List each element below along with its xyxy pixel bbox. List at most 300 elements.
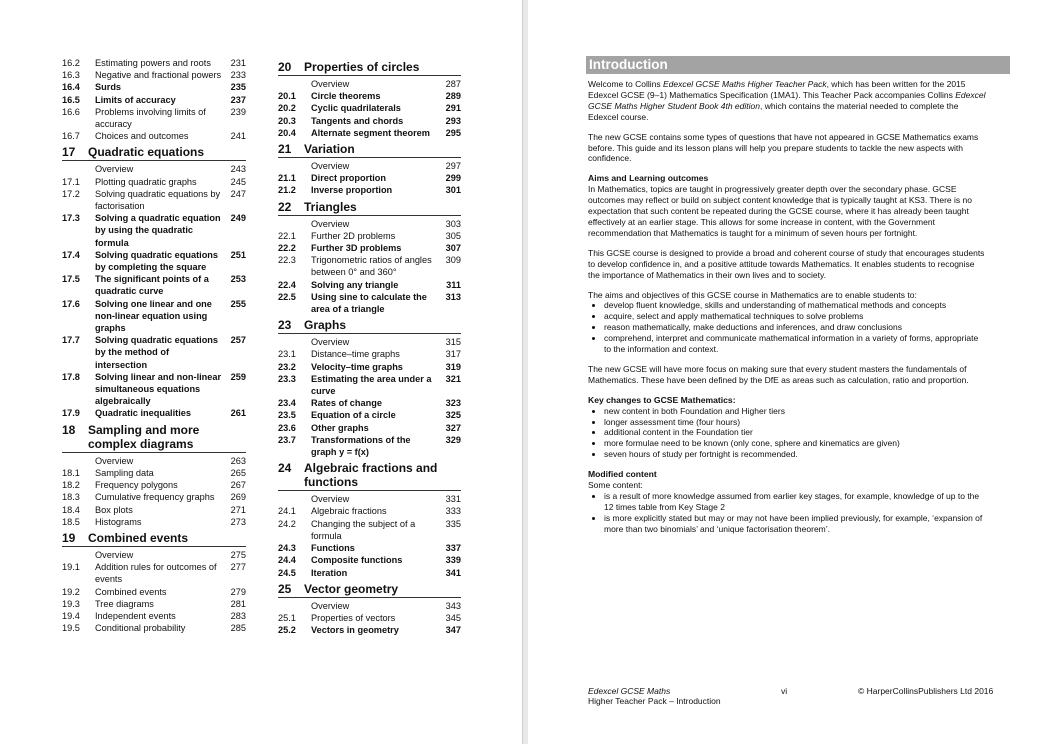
toc-entry	[62, 163, 246, 175]
entry-number: 18.5	[62, 516, 80, 527]
entry-title: Solving quadratic equations by factorisation	[95, 188, 221, 212]
entry-title: Solving one linear and one non-linear equation using graphs	[95, 298, 212, 334]
entry-number: 23.1	[278, 349, 296, 360]
toc-entry	[62, 69, 246, 81]
toc-entry	[62, 586, 246, 598]
section-number: 25	[278, 581, 292, 596]
entry-number: 17.1	[62, 176, 80, 187]
intro-paragraph-3: In Mathematics, topics are taught in progressively greater depth over the secondary phase. GCSE outcomes may reflect or build on subject content knowledge that is typically taught at KS3. There is no expectation that such content be repeated during the GCSE course, where it has already been taught effectively at an earlier stage. This allows for some increase in content, with the Government recommendation that Mathematics is taught for a minimum of seven hours per fortnight.	[588, 184, 972, 238]
entry-page: 265	[230, 467, 246, 478]
entry-number: 19.4	[62, 610, 80, 621]
toc-entry	[62, 57, 246, 69]
key-changes-list	[588, 406, 986, 461]
toc-entry	[62, 467, 246, 479]
entry-page: 241	[230, 131, 246, 142]
toc-entry	[278, 361, 461, 373]
entry-title: Overview	[311, 494, 350, 505]
entry-page: 313	[445, 291, 461, 302]
entry-page: 261	[230, 408, 246, 419]
toc-entry	[278, 254, 461, 278]
toc-entry	[62, 504, 246, 516]
section-number: 20	[278, 60, 292, 74]
toc-entry	[62, 549, 246, 561]
introduction-page	[528, 0, 1046, 744]
entry-number: 20.3	[278, 115, 296, 126]
toc-entry	[278, 218, 461, 230]
toc-column-1	[62, 57, 246, 634]
entry-title: Solving a quadratic equation by using the quadratic formula	[95, 213, 221, 248]
toc-entry	[278, 554, 461, 566]
entry-page: 253	[230, 274, 246, 285]
list-item: • longer assessment time (four hours)	[604, 417, 986, 428]
entry-page: 319	[445, 361, 461, 372]
entry-title: Overview	[95, 549, 134, 560]
entry-title: The significant points of a quadratic curve	[95, 274, 209, 297]
entry-title: Frequency polygons	[95, 480, 178, 491]
entry-number: 24.5	[278, 567, 296, 578]
entry-page: 347	[445, 625, 461, 636]
entry-page: 275	[230, 549, 246, 560]
entry-page: 263	[230, 455, 246, 466]
entry-number: 24.1	[278, 506, 296, 517]
intro-paragraph-5: The aims and objectives of this GCSE course in Mathematics are to enable students to:	[588, 289, 917, 300]
entry-page: 231	[230, 58, 246, 68]
toc-entry	[278, 542, 461, 554]
entry-page: 321	[445, 373, 461, 384]
entry-page: 281	[230, 598, 246, 609]
entry-number: 19.5	[62, 623, 80, 634]
entry-title: Plotting quadratic graphs	[95, 176, 197, 187]
entry-title: Composite functions	[311, 555, 403, 566]
toc-entry	[278, 518, 461, 542]
toc-entry	[62, 249, 246, 273]
entry-title: Overview	[311, 218, 350, 229]
entry-page: 251	[230, 249, 246, 260]
entry-number: 16.5	[62, 94, 80, 105]
entry-page: 323	[445, 398, 461, 409]
book-title: Edexcel GCSE Maths Higher Teacher Pack	[662, 79, 827, 89]
entry-title: Further 2D problems	[311, 230, 396, 241]
section-title: Vector geometry	[304, 581, 399, 596]
section-number: 18	[62, 422, 76, 437]
entry-page: 329	[445, 434, 461, 445]
toc-entry	[278, 336, 461, 348]
toc-entry	[278, 397, 461, 409]
entry-number: 18.4	[62, 504, 80, 515]
entry-number: 17.5	[62, 274, 80, 285]
toc-section-heading	[278, 60, 461, 76]
entry-title: Other graphs	[311, 422, 369, 433]
entry-page: 315	[445, 337, 461, 348]
entry-title: Transformations of the graph y = f(x)	[311, 434, 411, 458]
key-changes-heading: Key changes to GCSE Mathematics:	[588, 394, 736, 405]
toc-entry	[62, 94, 246, 106]
entry-page: 249	[230, 213, 246, 224]
entry-title: Direct proportion	[311, 173, 387, 184]
entry-number	[278, 493, 311, 505]
toc-section-heading	[62, 423, 246, 453]
intro-paragraph-6: The new GCSE will have more focus on making sure that every student masters the fundamentals of Mathematics. These have been defined by the DfE as areas such as calculation, ratio and proportion.	[588, 363, 969, 385]
entry-number: 20.4	[278, 127, 296, 138]
section-number: 19	[62, 530, 76, 545]
entry-page: 317	[445, 349, 461, 360]
entry-page: 255	[230, 298, 246, 309]
section-title: Triangles	[304, 199, 357, 214]
entry-title: Changing the subject of a formula	[311, 518, 416, 541]
list-item: • additional content in the Foundation tier	[604, 427, 986, 438]
list-item: • new content in both Foundation and Higher tiers	[604, 406, 986, 417]
entry-page: 335	[445, 518, 461, 529]
toc-entry	[278, 291, 461, 315]
entry-number: 21.1	[278, 173, 296, 184]
entry-number: 16.7	[62, 131, 80, 142]
entry-title: Distance–time graphs	[311, 349, 400, 360]
entry-page: 305	[445, 230, 461, 241]
entry-title: Using sine to calculate the area of a triangle	[311, 291, 427, 315]
entry-title: Overview	[311, 600, 350, 611]
entry-number: 23.5	[278, 410, 296, 421]
entry-number: 24.4	[278, 555, 296, 566]
list-item: • comprehend, interpret and communicate mathematical information in a variety of forms, appropriate to the information and context.	[604, 333, 986, 355]
entry-title: Iteration	[311, 567, 348, 578]
entry-number: 18.3	[62, 492, 80, 503]
toc-entry	[278, 102, 461, 114]
entry-title: Inverse proportion	[311, 185, 393, 196]
entry-title: Quadratic inequalities	[95, 408, 191, 419]
entry-title: Independent events	[95, 610, 176, 621]
modified-content-heading: Modified content	[588, 469, 657, 480]
entry-title: Overview	[311, 337, 350, 348]
entry-number: 17.7	[62, 335, 80, 346]
entry-number: 25.2	[278, 625, 296, 636]
entry-page: 297	[445, 161, 461, 172]
toc-entry	[62, 598, 246, 610]
toc-entry	[278, 373, 461, 397]
entry-number: 16.3	[62, 70, 80, 81]
entry-number: 16.6	[62, 106, 80, 117]
intro-body	[588, 79, 986, 544]
entry-number: 16.2	[62, 58, 80, 68]
toc-entry	[278, 242, 461, 254]
page-number: vi	[781, 686, 788, 696]
toc-section-heading	[278, 142, 461, 158]
toc-entry	[278, 172, 461, 184]
entry-title: Solving quadratic equations by the method of intersection	[95, 335, 219, 370]
toc-section-heading	[62, 145, 246, 161]
toc-entry	[278, 505, 461, 517]
entry-page: 243	[230, 164, 246, 175]
entry-title: Tangents and chords	[311, 115, 404, 126]
entry-title: Alternate segment theorem	[311, 127, 430, 138]
intro-paragraph-1	[588, 79, 986, 123]
entry-number: 20.2	[278, 103, 296, 114]
entry-page: 289	[445, 91, 461, 102]
toc-entry	[278, 434, 461, 458]
toc-entry	[62, 622, 246, 634]
entry-page: 245	[230, 176, 246, 187]
intro-heading: Introduction	[586, 56, 1010, 74]
entry-page: 293	[445, 115, 461, 126]
toc-entry	[278, 409, 461, 421]
entry-title: Box plots	[95, 504, 133, 515]
entry-page: 345	[445, 612, 461, 623]
toc-section-heading	[62, 531, 246, 547]
toc-entry	[62, 106, 246, 130]
toc-entry	[278, 115, 461, 127]
entry-number: 19.1	[62, 562, 80, 573]
entry-page: 287	[445, 79, 461, 89]
entry-title: Trigonometric ratios of angles between 0° and 360°	[311, 255, 432, 278]
entry-number: 22.2	[278, 243, 296, 254]
toc-entry	[278, 612, 461, 624]
entry-title: Vectors in geometry	[311, 625, 399, 636]
toc-section-heading	[278, 318, 461, 334]
text: Welcome to Collins	[588, 79, 663, 89]
entry-page: 239	[230, 106, 246, 117]
entry-title: Histograms	[95, 516, 142, 527]
entry-number: 17.8	[62, 371, 80, 382]
toc-entry	[62, 479, 246, 491]
entry-title: Tree diagrams	[95, 598, 154, 609]
entry-number: 24.2	[278, 518, 296, 529]
modified-content-intro: Some content:	[588, 480, 643, 491]
entry-page: 283	[230, 610, 246, 621]
entry-number: 17.2	[62, 188, 80, 199]
entry-title: Overview	[95, 164, 134, 175]
toc-entry	[278, 600, 461, 612]
entry-page: 271	[230, 504, 246, 515]
entry-page: 235	[230, 82, 246, 93]
entry-number	[278, 336, 311, 348]
toc-entry	[62, 212, 246, 249]
entry-page: 303	[445, 218, 461, 229]
toc-entry	[278, 493, 461, 505]
toc-entry	[278, 184, 461, 196]
entry-page: 301	[445, 185, 461, 196]
entry-page: 279	[230, 586, 246, 597]
copyright: © HarperCollinsPublishers Ltd 2016	[858, 686, 994, 696]
entry-number	[278, 600, 311, 612]
aims-heading: Aims and Learning outcomes	[588, 173, 709, 184]
entry-page: 327	[445, 422, 461, 433]
entry-title: Algebraic fractions	[311, 506, 387, 517]
list-item: • is a result of more knowledge assumed from earlier key stages, for example, knowledge of up to the 12 times table from Key Stage 2	[604, 491, 986, 513]
toc-entry	[62, 491, 246, 503]
toc-entry	[62, 610, 246, 622]
book-title: Edexcel GCSE Maths Higher Student Book 4th edition	[588, 89, 986, 111]
footer-subtitle: Higher Teacher Pack – Introduction	[588, 696, 721, 706]
entry-title: Rates of change	[311, 398, 382, 409]
entry-title: Overview	[95, 455, 134, 466]
entry-page: 273	[230, 516, 246, 527]
entry-number: 18.2	[62, 480, 80, 491]
entry-number	[278, 78, 311, 90]
entry-number: 20.1	[278, 91, 296, 102]
list-item: • reason mathematically, make deductions and inferences, and draw conclusions	[604, 322, 986, 333]
entry-title: Overview	[311, 79, 350, 89]
toc-entry	[62, 334, 246, 371]
toc-section-heading	[278, 582, 461, 598]
entry-title: Solving quadratic equations by completing the square	[95, 249, 219, 273]
entry-title: Problems involving limits of accuracy	[95, 106, 206, 130]
toc-section-heading	[278, 200, 461, 216]
entry-title: Choices and outcomes	[95, 131, 189, 142]
intro-paragraph-2: The new GCSE contains some types of questions that have not appeared in GCSE Mathematics exams before. This guide and its lesson plans will help you prepare students to tackle the new aspects with confidence.	[588, 131, 979, 164]
entry-page: 309	[445, 255, 461, 266]
list-item: • develop fluent knowledge, skills and understanding of mathematical methods and concepts	[604, 300, 986, 311]
entry-number: 18.1	[62, 467, 80, 478]
toc-entry	[62, 516, 246, 528]
toc-entry	[278, 78, 461, 90]
entry-title: Surds	[95, 82, 122, 93]
entry-page: 307	[445, 243, 461, 254]
entry-page: 285	[230, 623, 246, 634]
toc-entry	[62, 130, 246, 142]
section-title: Quadratic equations	[88, 145, 205, 160]
entry-page: 237	[230, 94, 246, 105]
entry-page: 291	[445, 103, 461, 114]
entry-title: Cumulative frequency graphs	[95, 492, 215, 503]
section-title: Algebraic fractions and functions	[304, 461, 438, 490]
entry-page: 337	[445, 543, 461, 554]
entry-number: 16.4	[62, 82, 80, 93]
entry-number: 22.1	[278, 230, 296, 241]
toc-entry	[278, 624, 461, 636]
list-item: • acquire, select and apply mathematical techniques to solve problems	[604, 311, 986, 322]
entry-page: 257	[230, 335, 246, 346]
toc-entry	[62, 298, 246, 335]
entry-title: Properties of vectors	[311, 612, 396, 623]
entry-title: Further 3D problems	[311, 243, 402, 254]
toc-column-2	[278, 57, 461, 636]
footer-book-title: Edexcel GCSE Maths	[588, 686, 671, 696]
section-title: Variation	[304, 142, 355, 157]
entry-page: 295	[445, 127, 461, 138]
entry-page: 267	[230, 480, 246, 491]
entry-page: 331	[445, 494, 461, 505]
text: , which contains the material needed to complete the Edexcel course.	[588, 100, 959, 122]
entry-title: Estimating the area under a curve	[311, 373, 432, 397]
entry-title: Circle theorems	[311, 91, 381, 102]
toc-entry	[278, 422, 461, 434]
entry-number	[278, 218, 311, 230]
text: , which has been written for the 2015 Edexcel GCSE (9–1) Mathematics Specification (1MA1). This Teacher Pack accompanies Collins	[588, 79, 966, 100]
entry-number: 23.4	[278, 398, 296, 409]
toc-entry	[278, 279, 461, 291]
entry-number: 19.3	[62, 598, 80, 609]
toc-entry	[62, 81, 246, 93]
toc-entry	[278, 127, 461, 139]
entry-number: 23.7	[278, 434, 296, 445]
entry-page: 259	[230, 371, 246, 382]
footer-left	[588, 686, 721, 706]
section-number: 24	[278, 461, 292, 476]
entry-number: 17.9	[62, 408, 80, 419]
section-title: Combined events	[88, 530, 189, 545]
entry-title: Cyclic quadrilaterals	[311, 103, 401, 114]
entry-number: 24.3	[278, 543, 296, 554]
entry-number	[278, 160, 311, 172]
entry-number: 23.3	[278, 373, 296, 384]
entry-page: 269	[230, 492, 246, 503]
entry-number: 23.6	[278, 422, 296, 433]
entry-title: Addition rules for outcomes of events	[95, 562, 217, 585]
toc-entry	[62, 188, 246, 212]
entry-number: 25.1	[278, 612, 296, 623]
entry-number: 22.4	[278, 279, 296, 290]
entry-title: Estimating powers and roots	[95, 58, 211, 68]
entry-number: 17.3	[62, 213, 80, 224]
entry-number: 17.4	[62, 249, 80, 260]
entry-title: Negative and fractional powers	[95, 70, 222, 81]
entry-page: 233	[230, 70, 246, 81]
toc-entry	[62, 455, 246, 467]
list-item: • more formulae need to be known (only cone, sphere and kinematics are given)	[604, 438, 986, 449]
toc-entry	[62, 561, 246, 585]
list-item: • is more explicitly stated but may or may not have been implied previously, for example, ‘expansion of more than two binomials’ and ‘unique factorisation theorem’.	[604, 513, 986, 535]
entry-number: 22.3	[278, 255, 296, 266]
entry-title: Solving any triangle	[311, 279, 399, 290]
entry-page: 311	[446, 279, 461, 290]
entry-page: 341	[445, 567, 461, 578]
toc-entry	[278, 160, 461, 172]
toc-entry	[62, 273, 246, 297]
entry-page: 325	[445, 410, 461, 421]
entry-number: 21.2	[278, 185, 296, 196]
entry-page: 299	[445, 173, 461, 184]
entry-title: Combined events	[95, 586, 167, 597]
toc-entry	[278, 567, 461, 579]
section-title: Graphs	[304, 318, 347, 333]
toc-entry	[278, 90, 461, 102]
modified-content-list	[588, 491, 986, 535]
entry-title: Equation of a circle	[311, 410, 396, 421]
entry-number	[62, 455, 95, 467]
entry-title: Velocity–time graphs	[311, 361, 403, 372]
toc-entry	[62, 407, 246, 419]
entry-page: 343	[445, 600, 461, 611]
section-number: 22	[278, 199, 292, 214]
section-number: 17	[62, 145, 76, 160]
toc-entry	[62, 176, 246, 188]
aims-list	[588, 300, 986, 355]
entry-title: Sampling data	[95, 467, 154, 478]
entry-page: 339	[445, 555, 461, 566]
entry-title: Functions	[311, 543, 355, 554]
entry-title: Solving linear and non-linear simultaneous equations algebraically	[95, 371, 222, 407]
list-item: • seven hours of study per fortnight is recommended.	[604, 449, 986, 460]
section-title: Sampling and more complex diagrams	[88, 422, 200, 451]
intro-paragraph-4: This GCSE course is designed to provide a broad and coherent course of study that encourages students to develop confidence in, and a positive attitude towards Mathematics. It enables students to recognise the importance of Mathematics in their own lives and to society.	[588, 247, 985, 280]
toc-section-heading	[278, 461, 461, 491]
entry-number: 19.2	[62, 586, 80, 597]
entry-page: 247	[230, 188, 246, 199]
toc-entry	[278, 230, 461, 242]
entry-number: 17.6	[62, 298, 80, 309]
section-number: 23	[278, 318, 292, 333]
entry-title: Limits of accuracy	[95, 94, 176, 105]
entry-number: 22.5	[278, 291, 296, 302]
entry-title: Conditional probability	[95, 623, 186, 634]
toc-entry	[278, 348, 461, 360]
section-title: Properties of circles	[304, 60, 420, 74]
toc-entry	[62, 371, 246, 408]
entry-number	[62, 163, 95, 175]
section-number: 21	[278, 142, 292, 157]
entry-number: 23.2	[278, 361, 296, 372]
entry-number	[62, 549, 95, 561]
entry-page: 277	[230, 562, 246, 573]
